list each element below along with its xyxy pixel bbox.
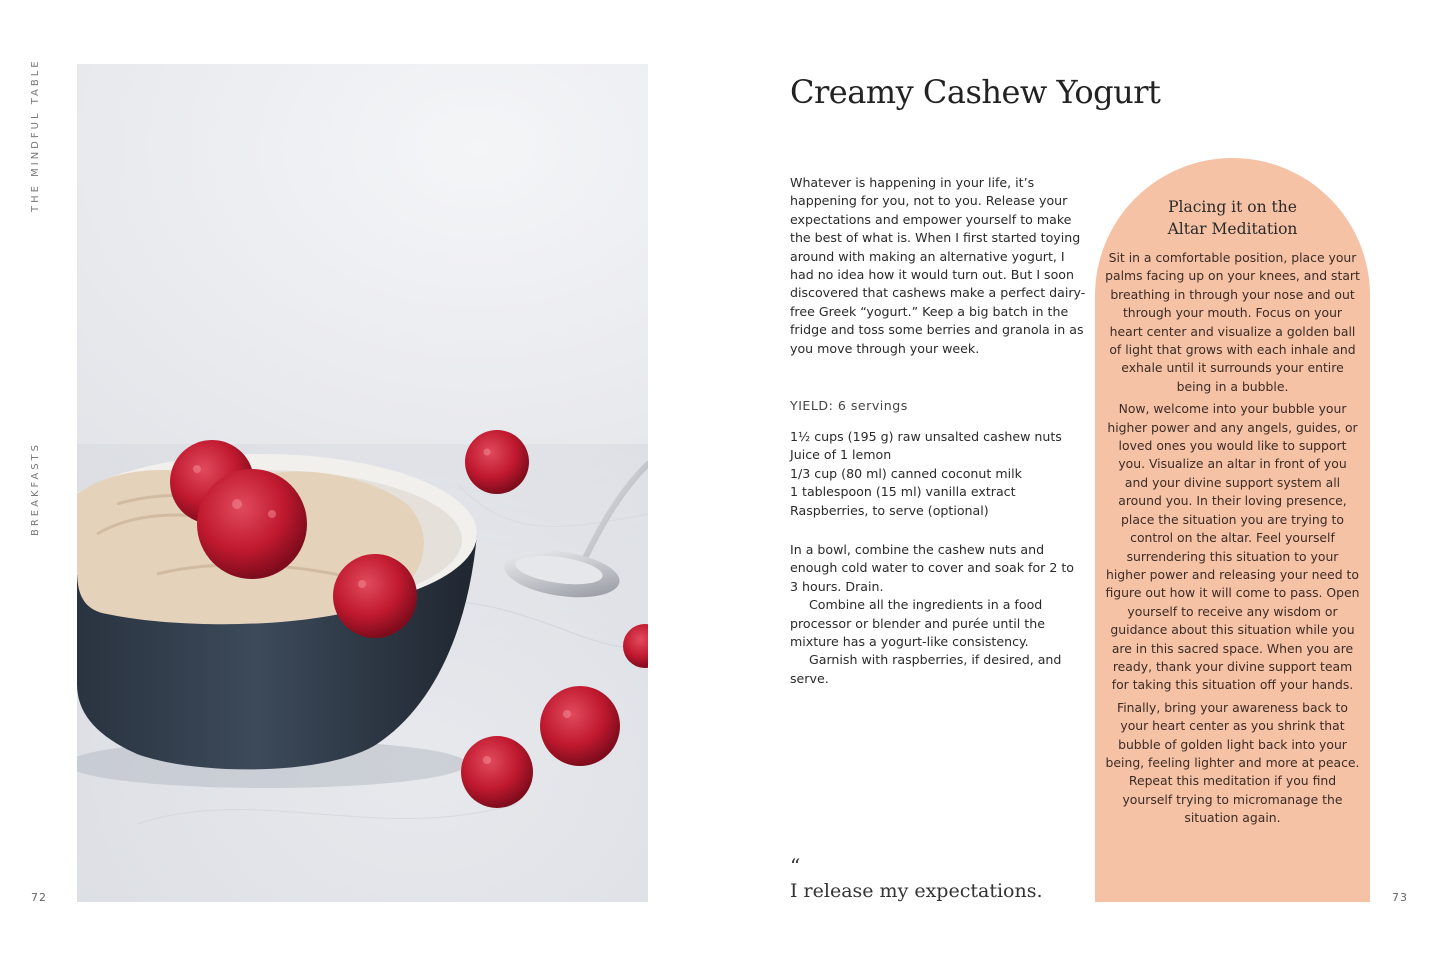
meditation-sidebar xyxy=(1095,158,1370,902)
sidebar-title-line2: Altar Meditation xyxy=(1167,220,1298,238)
page-number-left: 72 xyxy=(31,891,47,904)
section-label: BREAKFASTS xyxy=(30,441,41,536)
sidebar-title-line1: Placing it on the xyxy=(1168,198,1297,216)
quote-mark: “ xyxy=(790,854,801,878)
step-paragraph: Combine all the ingredients in a food processor or blender and purée until the mixture has a yogurt-like consistency. xyxy=(790,597,1045,650)
step-paragraph: In a bowl, combine the cashew nuts and enough cold water to cover and soak for 2 to 3 hours. Drain. xyxy=(790,542,1075,594)
ingredient-item: 1½ cups (195 g) raw unsalted cashew nuts xyxy=(790,429,1062,444)
recipe-photo xyxy=(77,64,648,902)
sidebar-title xyxy=(1105,196,1360,240)
ingredient-item: 1/3 cup (80 ml) canned coconut milk xyxy=(790,465,1022,481)
running-head: THE MINDFUL TABLE xyxy=(30,58,41,212)
ingredient-item: 1 tablespoon (15 ml) vanilla extract xyxy=(790,484,1016,500)
page-number-right: 73 xyxy=(1392,891,1408,904)
recipe-yield: YIELD: 6 servings xyxy=(790,398,908,413)
sidebar-paragraph: Now, welcome into your bubble your higher power and any angels, guides, or loved ones you would like to support you. Visualize an altar in front of you and your divine support system all around you. In their loving presence, place the situation you are trying to control on the altar. Feel yourself surrendering this situation to your higher power and releasing your need to figure out how it will come to pass. Open yourself to receive any wisdom or guidance about this situation while you are in this sacred space. When you are ready, thank your divine support team for taking this situation off your hands. xyxy=(1105,401,1360,693)
ingredient-item: Juice of 1 lemon xyxy=(790,447,892,463)
yogurt-bowl-illustration xyxy=(77,64,648,902)
recipe-title: Creamy Cashew Yogurt xyxy=(790,73,1161,112)
recipe-steps xyxy=(790,541,1086,688)
affirmation: I release my expectations. xyxy=(790,880,1043,902)
step-paragraph: Garnish with raspberries, if desired, and serve. xyxy=(790,652,1062,686)
sidebar-paragraph: Sit in a comfortable position, place your palms facing up on your knees, and start breathing in through your nose and out through your mouth. Focus on your heart center and visualize a golden ball of light that grows with each inhale and exhale until it surrounds your entire being in a bubble. xyxy=(1105,250,1360,394)
sidebar-paragraph: Finally, bring your awareness back to your heart center as you shrink that bubble of golden light back into your being, feeling lighter and more at peace. Repeat this meditation if you find yourself trying to micromanage the situation again. xyxy=(1105,699,1360,826)
ingredient-list xyxy=(790,428,1086,520)
recipe-intro: Whatever is happening in your life, it’s happening for you, not to you. Release your expectations and empower yourself to make the best of what is. When I first started toying around with making an alternative yogurt, I had no idea how it would turn out. But I soon discovered that cashews make a perfect dairy-free Greek “yogurt.” Keep a big batch in the fridge and toss some berries and granola in as you move through your week. xyxy=(790,175,1086,356)
ingredient-item: Raspberries, to serve (optional) xyxy=(790,502,989,518)
